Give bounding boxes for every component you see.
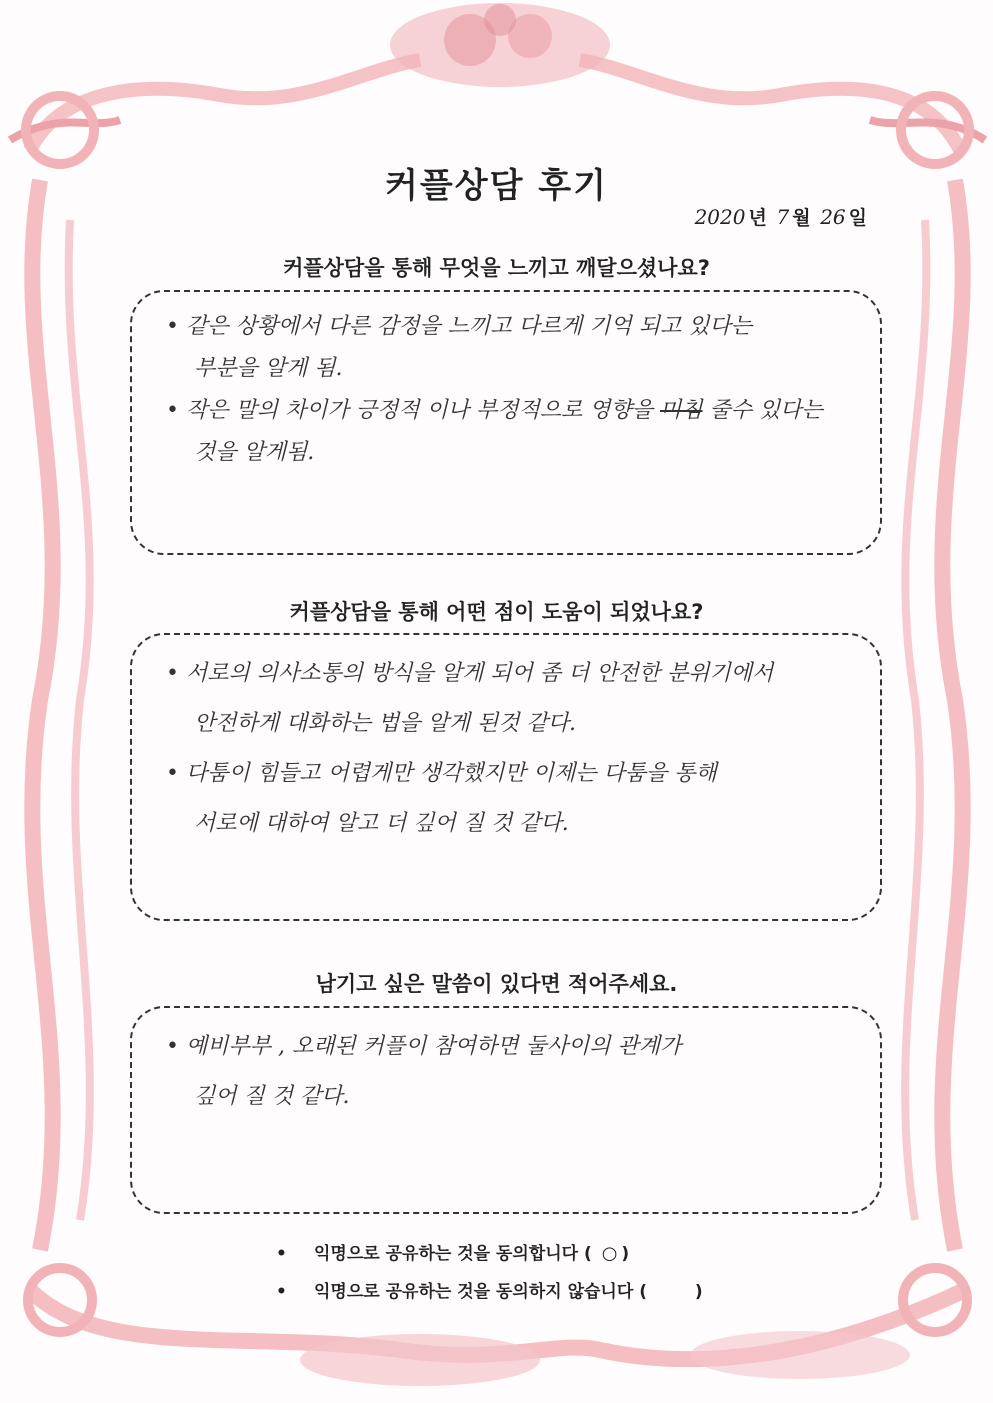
answer-1-line-4: 것을 알게됨. [194, 440, 315, 465]
consent-agree-option[interactable] [276, 1239, 629, 1264]
answer-1-line-3-main: • 작은 말의 차이가 긍정적 이나 부정적으로 영향을 [166, 398, 653, 423]
consent-agree-bullet: • [276, 1244, 287, 1264]
date-year: 2020 [694, 205, 746, 229]
answer-box-2[interactable] [130, 633, 882, 921]
answer-1-line-3-tail: 줄수 있다는 [709, 398, 823, 423]
answer-3-line-1: • 예비부부 , 오래된 커플이 참여하면 둘사이의 관계가 [166, 1034, 682, 1059]
date-field [692, 203, 867, 230]
date-year-suffix: 년 [748, 207, 767, 229]
answer-1-line-2: 부분을 알게 됨. [194, 356, 343, 381]
consent-disagree-label: 익명으로 공유하는 것을 동의하지 않습니다 ( [314, 1282, 647, 1302]
consent-disagree-bullet: • [276, 1282, 287, 1302]
consent-agree-mark: ○ [601, 1243, 618, 1264]
date-month: 7 [776, 205, 790, 229]
answer-3-line-2: 깊어 질 것 같다. [194, 1084, 350, 1109]
consent-agree-label: 익명으로 공유하는 것을 동의합니다 ( [314, 1244, 592, 1264]
consent-disagree-option[interactable] [276, 1277, 703, 1302]
date-month-suffix: 월 [792, 207, 811, 229]
date-day: 26 [820, 205, 846, 229]
answer-2-line-1: • 서로의 의사소통의 방식을 알게 되어 좀 더 안전한 분위기에서 [166, 661, 774, 686]
question-2: 커플상담을 통해 어떤 점이 도움이 되었나요? [289, 600, 704, 624]
consent-agree-close: ) [621, 1244, 630, 1264]
date-day-suffix: 일 [848, 207, 867, 229]
page-title: 커플상담 후기 [385, 166, 608, 206]
answer-1-line-1: • 같은 상황에서 다른 감정을 느끼고 다르게 기억 되고 있다는 [166, 314, 752, 339]
question-3: 남기고 싶은 말씀이 있다면 적어주세요. [315, 972, 678, 996]
answer-1-line-3 [166, 390, 858, 432]
answer-1-struck-word: 미침 [659, 398, 703, 423]
answer-2-line-2: 안전하게 대화하는 법을 알게 된것 같다. [194, 711, 576, 736]
answer-2-line-3: • 다툼이 힘들고 어렵게만 생각했지만 이제는 다툼을 통해 [166, 761, 717, 786]
answer-box-3[interactable] [130, 1006, 882, 1214]
question-1: 커플상담을 통해 무엇을 느끼고 깨달으셨나요? [283, 256, 710, 280]
answer-box-1[interactable] [130, 290, 882, 555]
consent-disagree-close: ) [694, 1282, 703, 1302]
answer-2-line-4: 서로에 대하여 알고 더 깊어 질 것 같다. [194, 811, 569, 836]
